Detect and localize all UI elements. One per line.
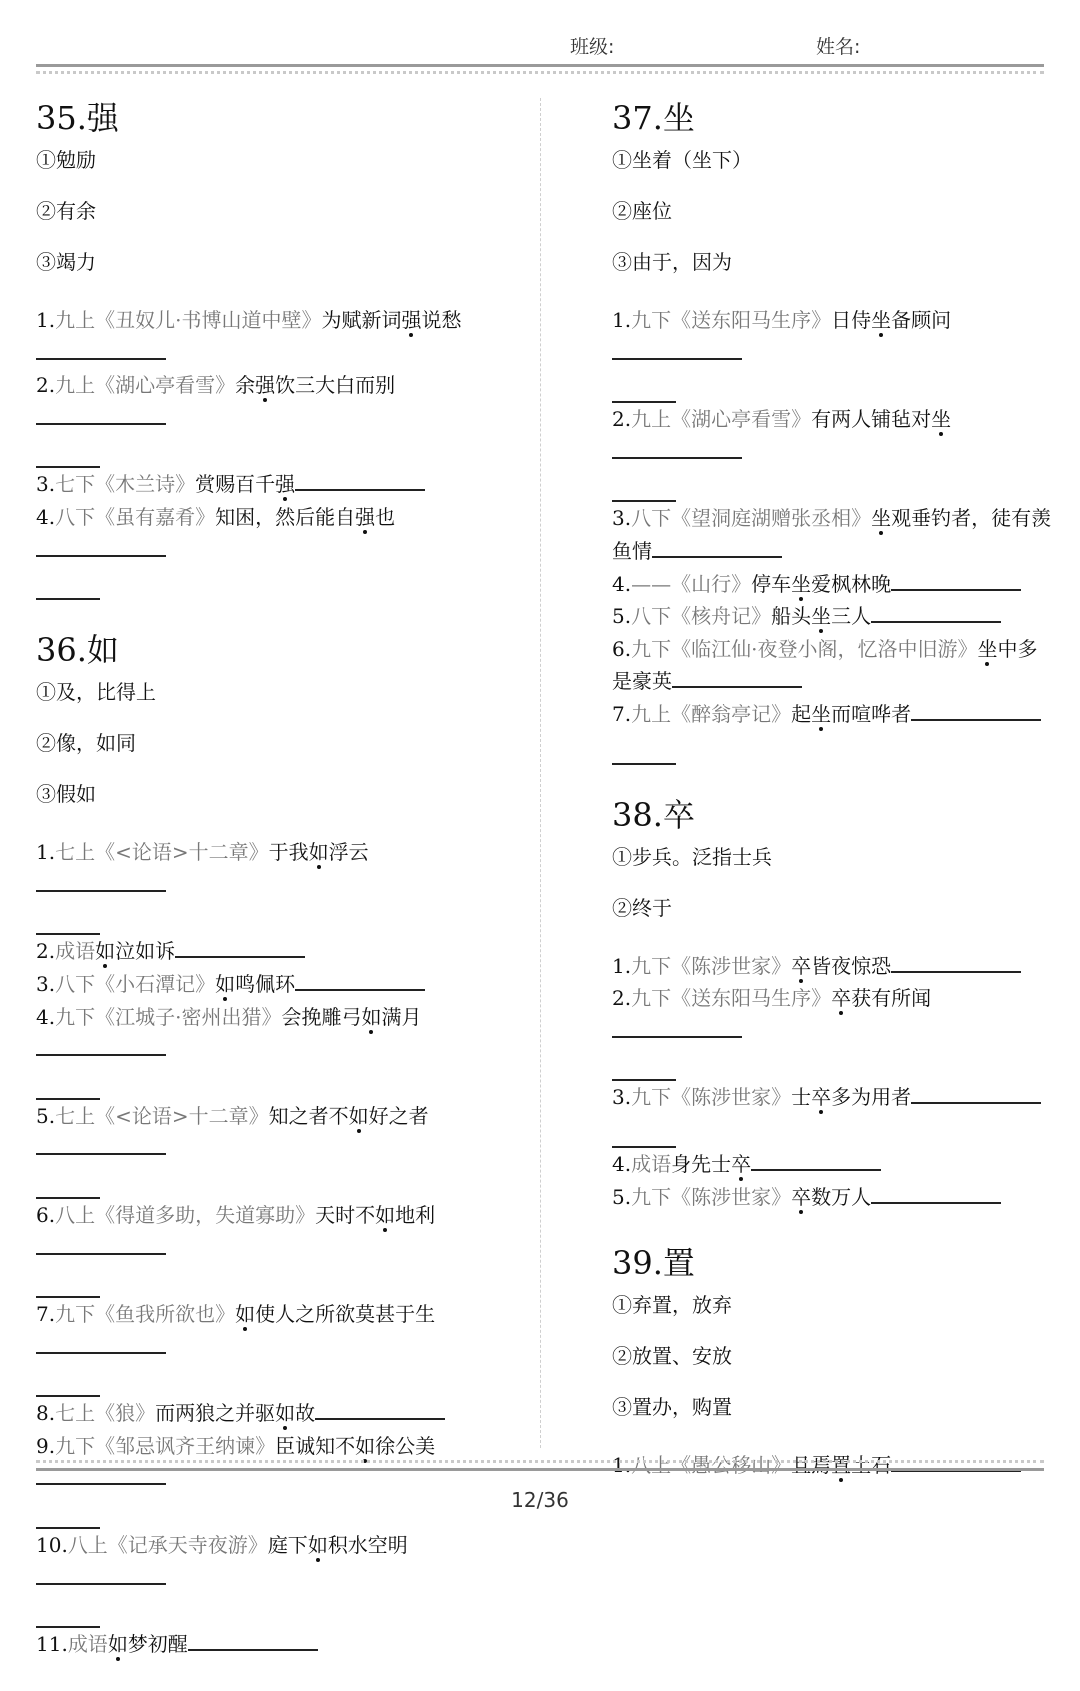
emphasized-character: 强	[355, 504, 376, 529]
example-source: 九下《送东阳马生序》	[631, 986, 832, 1011]
example-text-pre: 余	[235, 373, 256, 398]
example-source: 八上《记承天寺夜游》	[67, 1533, 268, 1558]
example-sentence	[612, 502, 1052, 567]
answer-blank	[315, 1398, 445, 1420]
answer-blank	[911, 699, 1041, 721]
example-sentence	[36, 968, 486, 1001]
example-number: 4.	[612, 1151, 632, 1176]
example-text-pre: 于我	[268, 840, 309, 865]
emphasized-character: 如	[215, 971, 236, 996]
example-sentence	[612, 982, 1052, 1081]
example-sentence	[36, 1298, 486, 1397]
example-text-post: 数万人	[811, 1184, 872, 1209]
emphasized-character: 卒	[831, 986, 852, 1011]
example-text-post: 多为用者	[831, 1085, 912, 1110]
right-column	[612, 98, 1052, 1512]
example-source: 九上《湖心亭看雪》	[55, 373, 236, 398]
example-source: 成语	[55, 939, 96, 964]
example-text-pre: 天时不	[315, 1202, 376, 1227]
answer-blank	[36, 1034, 166, 1056]
example-text-post: 而喧哗者	[831, 701, 912, 726]
emphasized-character: 强	[255, 373, 276, 398]
header-rule	[36, 64, 1044, 67]
answer-blank	[891, 951, 1021, 973]
entry	[612, 795, 1052, 1214]
answer-blank-continued	[612, 468, 676, 502]
example-text-pre: 船头	[771, 604, 812, 629]
example-source: 九下《邹忌讽齐王纳谏》	[55, 1433, 276, 1458]
example-source: 九下《鱼我所欲也》	[55, 1302, 236, 1327]
example-text-pre: 为赋新词	[321, 308, 402, 332]
example-source: 八下《望洞庭湖赠张丞相》	[631, 506, 872, 531]
footer-rule	[36, 1468, 1044, 1471]
example-text-post: 中多是豪英	[612, 636, 1038, 694]
example-sentence	[612, 1148, 1052, 1181]
emphasized-character: 坐	[871, 506, 892, 531]
emphasized-character: 如	[375, 1202, 396, 1227]
answer-blank	[612, 437, 742, 459]
example-text-post: 徐公美	[375, 1433, 436, 1458]
emphasized-character: 如	[361, 1004, 382, 1029]
header-dotted-rule	[36, 71, 1044, 74]
answer-blank	[911, 1082, 1041, 1104]
example-sentence	[36, 304, 486, 369]
emphasized-character: 如	[348, 1103, 369, 1128]
example-number: 3.	[36, 472, 56, 497]
answer-blank-continued	[36, 1066, 100, 1100]
example-source: 八上《愚公移山》	[631, 1453, 792, 1478]
example-text-post: 浮云	[328, 840, 369, 865]
answer-blank	[36, 1233, 166, 1255]
example-number: 1.	[36, 308, 56, 332]
example-source: 八下《核舟记》	[631, 604, 772, 629]
example-text-post: 使人之所欲莫甚于生	[255, 1302, 436, 1327]
example-source: 九上《醉翁亭记》	[631, 701, 792, 726]
answer-blank	[672, 666, 802, 688]
example-number: 10.	[36, 1533, 68, 1558]
answer-blank-continued	[612, 1047, 676, 1081]
name-label: 姓名:	[816, 36, 861, 58]
page-header	[36, 0, 1044, 80]
example-source: 八上《得道多助，失道寡助》	[55, 1202, 316, 1227]
answer-blank	[891, 569, 1021, 591]
example-source: 九下《陈涉世家》	[631, 1184, 792, 1209]
example-text-post: 满月	[381, 1004, 422, 1029]
example-text-post: 备顾问	[891, 308, 952, 332]
answer-blank-continued	[36, 901, 100, 935]
example-text-post: 获有所闻	[851, 986, 932, 1011]
entry	[612, 1243, 1052, 1482]
definition: ②终于	[612, 895, 672, 920]
answer-blank-continued	[36, 1264, 100, 1298]
page-number: 12/36	[511, 1488, 569, 1512]
answer-blank	[871, 1182, 1001, 1204]
example-sentence	[36, 1397, 486, 1430]
example-number: 5.	[612, 604, 632, 629]
example-text-pre: 臣诚知不	[275, 1433, 356, 1458]
example-number: 4.	[36, 1004, 56, 1029]
example-number: 2.	[36, 939, 56, 964]
entry-heading: 39.置	[612, 1244, 695, 1283]
emphasized-character: 如	[235, 1302, 256, 1327]
answer-blank-continued	[36, 1363, 100, 1397]
example-sentence	[36, 1529, 486, 1628]
column-divider	[540, 98, 541, 1448]
definition: ③由于，因为	[612, 250, 732, 274]
answer-blank	[36, 870, 166, 892]
example-number: 5.	[612, 1184, 632, 1209]
example-text-post: 观垂钓者，徒有羡鱼情	[612, 506, 1052, 563]
example-source: 七上《狼》	[55, 1401, 156, 1426]
example-sentence	[612, 568, 1052, 601]
example-sentence	[36, 935, 486, 968]
example-number: 4.	[612, 571, 632, 596]
example-source: 成语	[67, 1632, 108, 1657]
example-source: 九上《湖心亭看雪》	[631, 407, 812, 432]
example-number: 1.	[612, 308, 632, 332]
example-number: 2.	[612, 407, 632, 432]
example-number: 1.	[612, 1453, 632, 1478]
example-sentence	[36, 369, 486, 468]
example-number: 11.	[36, 1632, 68, 1657]
example-text-post: 饮三大白而别	[275, 373, 396, 398]
example-number: 3.	[612, 1085, 632, 1110]
entry	[612, 98, 1052, 765]
example-number: 9.	[36, 1433, 56, 1458]
example-number: 1.	[612, 953, 632, 978]
example-text-post: 梦初醒	[127, 1632, 188, 1657]
example-sentence	[36, 1001, 486, 1100]
entry	[36, 98, 486, 600]
definition: ①坐着（坐下）	[612, 148, 752, 172]
example-number: 2.	[36, 373, 56, 398]
answer-blank	[36, 338, 166, 360]
example-sentence	[612, 698, 1052, 765]
example-text-post: 鸣佩环	[235, 971, 296, 996]
answer-blank-continued	[612, 731, 676, 765]
answer-blank	[36, 1563, 166, 1585]
example-text-post: 故	[295, 1401, 316, 1426]
example-sentence	[612, 950, 1052, 983]
example-sentence	[612, 600, 1052, 633]
answer-blank	[295, 969, 425, 991]
answer-blank	[188, 1629, 318, 1651]
example-text-post: 说愁	[421, 308, 462, 332]
definition: ②有余	[36, 199, 96, 223]
example-source: 七上《<论语>十二章》	[55, 840, 269, 865]
example-text-pre: 日侍	[831, 308, 872, 332]
example-source: 八下《小石潭记》	[55, 971, 216, 996]
answer-blank	[36, 1133, 166, 1155]
emphasized-character: 如	[307, 1533, 328, 1558]
emphasized-character: 卒	[791, 1184, 812, 1209]
example-source: 成语	[631, 1151, 672, 1176]
definition: ③置办，购置	[612, 1395, 732, 1420]
example-text-pre: 赏赐百千	[195, 472, 276, 497]
example-number: 5.	[36, 1103, 56, 1128]
example-sentence	[612, 1081, 1052, 1148]
example-number: 3.	[36, 971, 56, 996]
example-number: 8.	[36, 1401, 56, 1426]
emphasized-character: 坐	[791, 571, 812, 596]
answer-blank	[36, 535, 166, 557]
example-source: 八下《虽有嘉肴》	[55, 504, 216, 529]
definition: ①及，比得上	[36, 680, 156, 705]
definition: ③竭力	[36, 250, 96, 274]
emphasized-character: 卒	[791, 953, 812, 978]
emphasized-character: 强	[275, 472, 296, 497]
example-sentence	[36, 1199, 486, 1298]
emphasized-character: 坐	[811, 604, 832, 629]
example-text-post: 皆夜惊恐	[811, 953, 892, 978]
example-text-post: 好之者	[368, 1103, 429, 1128]
answer-blank	[612, 1016, 742, 1038]
example-number: 1.	[36, 840, 56, 865]
definition: ③假如	[36, 782, 96, 807]
answer-blank-continued	[36, 1165, 100, 1199]
entry-heading: 35.强	[36, 99, 119, 137]
answer-blank-continued	[36, 566, 100, 600]
answer-blank	[36, 1332, 166, 1354]
definition: ①弃置，放弃	[612, 1293, 732, 1318]
answer-blank-continued	[36, 1594, 100, 1628]
example-text-pre: 起	[791, 701, 812, 726]
emphasized-character: 如	[95, 939, 116, 964]
example-text-pre: 停车	[751, 571, 792, 596]
example-sentence	[36, 836, 486, 935]
answer-blank	[36, 1463, 166, 1485]
example-number: 6.	[612, 636, 632, 661]
answer-blank-continued	[612, 1114, 676, 1148]
example-sentence	[612, 633, 1052, 698]
example-sentence	[36, 1430, 486, 1529]
example-source: 九下《陈涉世家》	[631, 953, 792, 978]
example-text-pre: 身先士	[671, 1151, 732, 1176]
example-text-pre: 庭下	[267, 1533, 308, 1558]
emphasized-character: 坐	[977, 636, 998, 661]
answer-blank-continued	[612, 369, 676, 403]
example-sentence	[36, 468, 486, 501]
example-sentence	[612, 304, 1052, 403]
example-text-pre: 且焉	[791, 1453, 832, 1478]
example-text-pre: 而两狼之并驱	[155, 1401, 276, 1426]
answer-blank	[871, 601, 1001, 623]
answer-blank	[295, 469, 425, 491]
emphasized-character: 坐	[811, 701, 832, 726]
example-text-post: 爱枫林晚	[811, 571, 892, 596]
example-sentence	[36, 1100, 486, 1199]
example-sentence	[612, 1449, 1052, 1482]
emphasized-character: 置	[831, 1453, 852, 1478]
example-text-pre: 有两人铺毡对	[811, 407, 932, 432]
example-text-post: 积水空明	[327, 1533, 408, 1558]
example-text-post: 地利	[395, 1202, 436, 1227]
emphasized-character: 坐	[871, 308, 892, 332]
entry-heading: 38.卒	[612, 795, 695, 834]
class-label: 班级:	[570, 36, 615, 58]
answer-blank	[751, 1149, 881, 1171]
entry-heading: 37.坐	[612, 99, 695, 137]
definition: ②座位	[612, 199, 672, 223]
answer-blank	[612, 338, 742, 360]
example-sentence	[612, 403, 1052, 502]
emphasized-character: 坐	[931, 407, 952, 432]
example-number: 7.	[36, 1302, 56, 1327]
example-sentence	[612, 1181, 1052, 1214]
definition: ②像，如同	[36, 731, 136, 756]
entry-heading: 36.如	[36, 631, 119, 670]
footer-dotted-rule	[36, 1460, 1044, 1463]
example-number: 3.	[612, 506, 632, 531]
example-source: 九下《陈涉世家》	[631, 1085, 792, 1110]
example-text-post: 也	[375, 504, 396, 529]
emphasized-character: 如	[308, 840, 329, 865]
example-text-post: 泣如诉	[115, 939, 176, 964]
emphasized-character: 卒	[731, 1151, 752, 1176]
answer-blank	[175, 936, 305, 958]
example-text-pre: 会挽雕弓	[281, 1004, 362, 1029]
emphasized-character: 如	[355, 1433, 376, 1458]
example-source: 九下《送东阳马生序》	[631, 308, 832, 332]
example-number: 2.	[612, 986, 632, 1011]
example-text-pre: 知困，然后能自	[215, 504, 356, 529]
example-source: 七上《<论语>十二章》	[55, 1103, 269, 1128]
example-text-pre: 士	[791, 1085, 812, 1110]
example-source: ——《山行》	[631, 571, 752, 596]
answer-blank-continued	[36, 434, 100, 468]
emphasized-character: 如	[275, 1401, 296, 1426]
example-source: 九下《临江仙·夜登小阁，忆洛中旧游》	[631, 636, 978, 661]
definition: ①步兵。泛指士兵	[612, 844, 772, 869]
emphasized-character: 如	[107, 1632, 128, 1657]
example-sentence	[36, 501, 486, 600]
example-text-pre: 知之者不	[268, 1103, 349, 1128]
example-source: 九下《江城子·密州出猎》	[55, 1004, 282, 1029]
definition: ②放置、安放	[612, 1344, 732, 1369]
example-source: 七下《木兰诗》	[55, 472, 196, 497]
emphasized-character: 强	[401, 308, 422, 332]
emphasized-character: 卒	[811, 1085, 832, 1110]
answer-blank	[652, 536, 782, 558]
example-number: 6.	[36, 1202, 56, 1227]
example-number: 7.	[612, 701, 632, 726]
example-text-post: 土石	[851, 1453, 892, 1478]
example-sentence	[36, 1628, 486, 1661]
answer-blank	[36, 403, 166, 425]
example-number: 4.	[36, 504, 56, 529]
example-text-post: 三人	[831, 604, 872, 629]
left-column	[36, 98, 486, 1691]
example-source: 九上《丑奴儿·书博山道中壁》	[55, 308, 322, 332]
definition: ①勉励	[36, 148, 96, 172]
